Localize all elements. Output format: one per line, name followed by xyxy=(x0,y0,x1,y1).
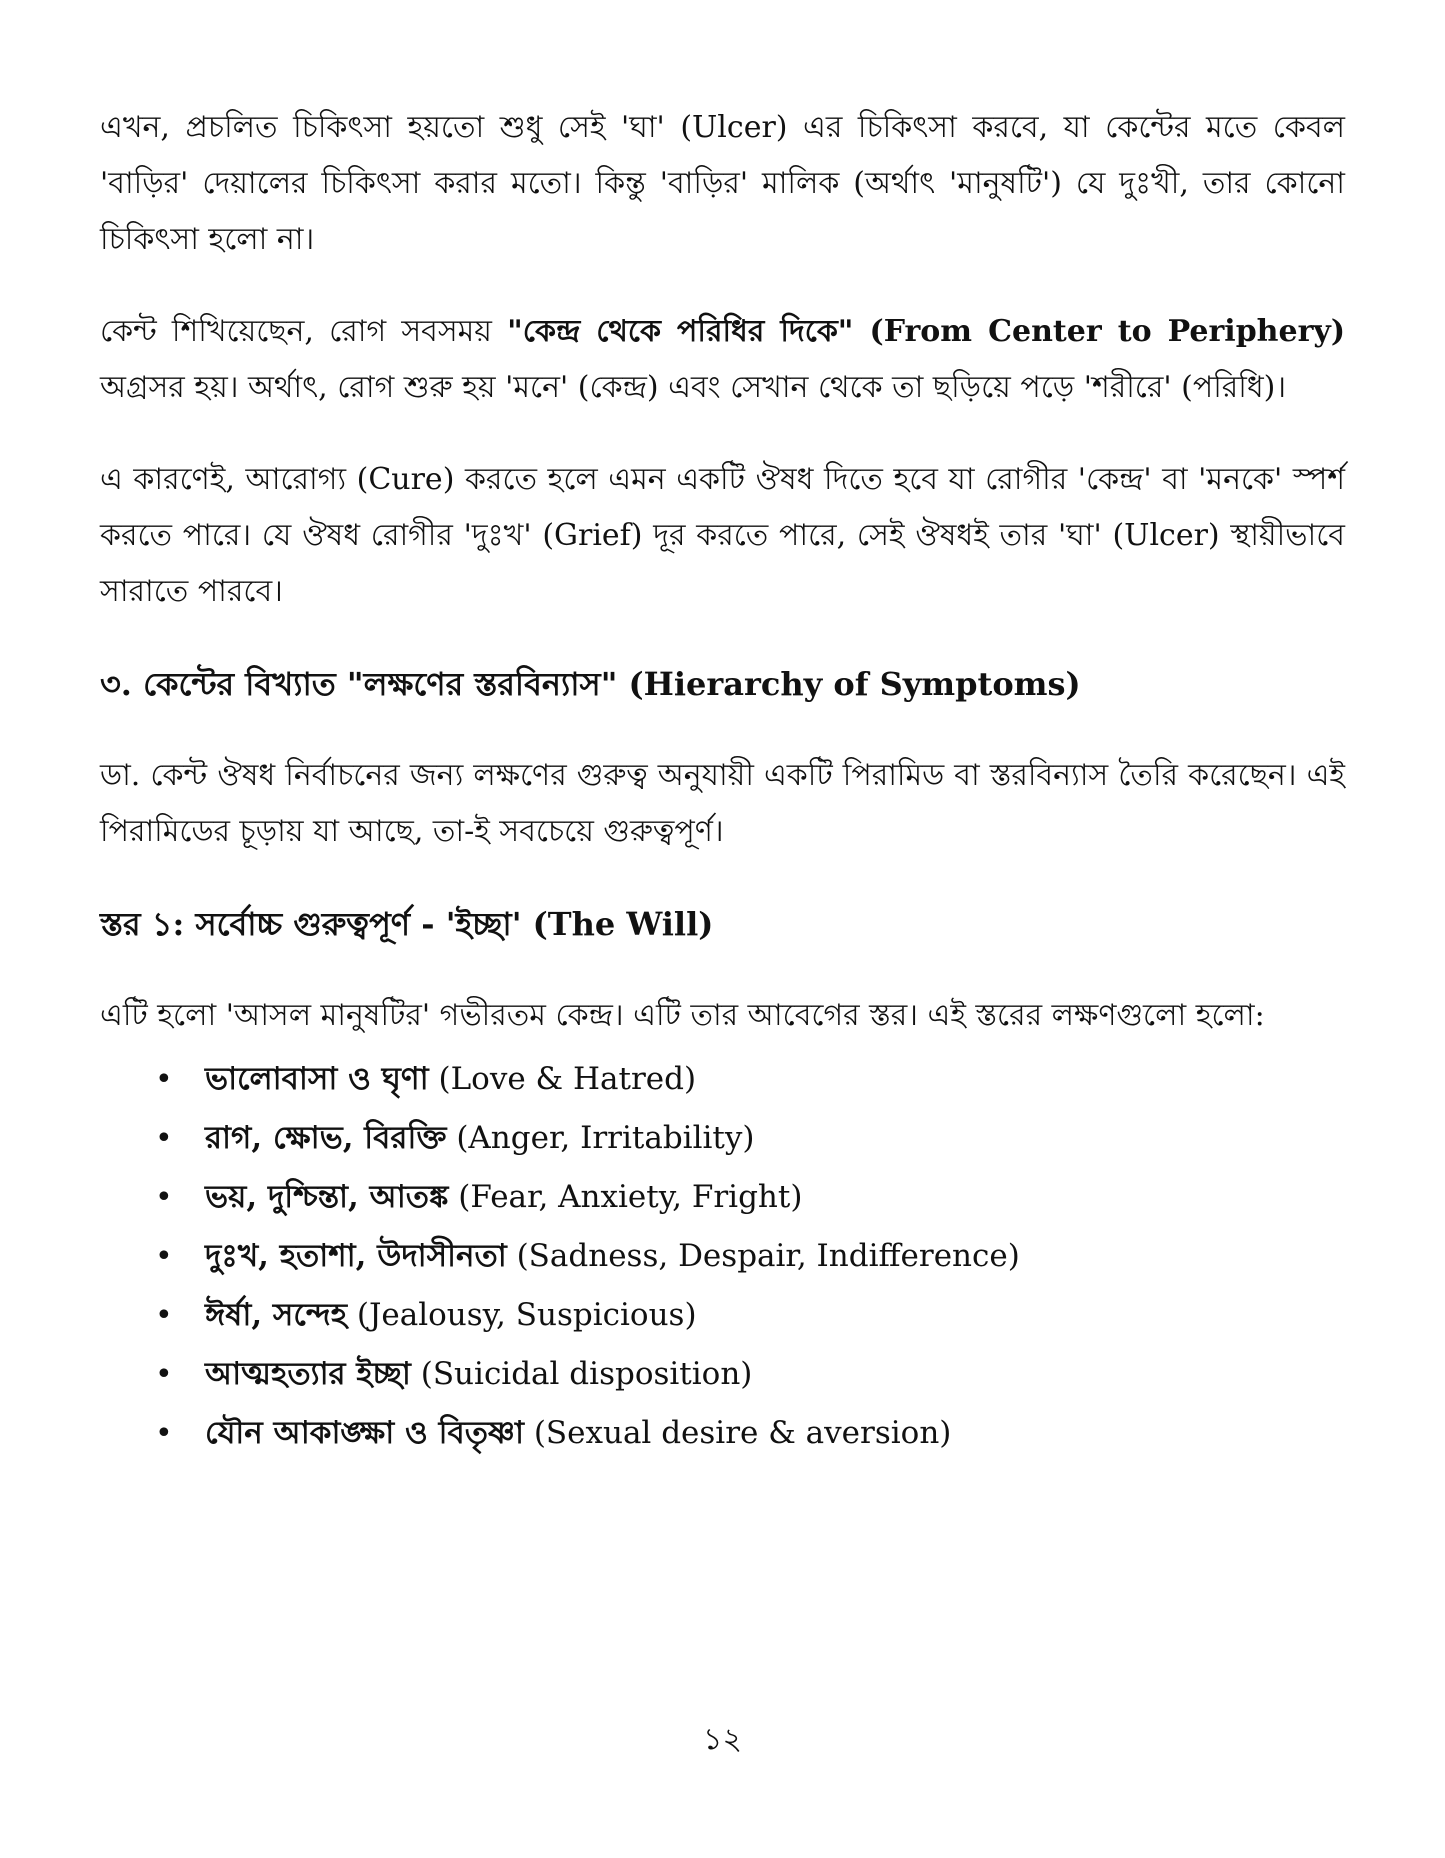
bold-phrase: "কেন্দ্র থেকে পরিধির দিকে" (From Center to Periphery) xyxy=(507,314,1346,349)
paragraph-conventional-treatment: এখন, প্রচলিত চিকিৎসা হয়তো শুধু সেই 'ঘা' (Ulcer) এর চিকিৎসা করবে, যা কেন্টের মতে কেবল 'বাড়ির' দেয়ালের চিকিৎসা করার মতো। কিন্তু 'বাড়ির' মালিক (অর্থাৎ 'মানুষটি') যে দুঃখী, তার কোনো চিকিৎসা হলো না। xyxy=(100,110,1345,257)
list-item xyxy=(155,1109,1345,1168)
list-item xyxy=(155,1404,1345,1463)
heading-english: (The Will) xyxy=(521,905,714,943)
symptom-bengali: ঈর্ষা, সন্দেহ xyxy=(205,1297,347,1333)
bullet-icon: • xyxy=(155,1121,173,1156)
paragraph-center-to-periphery xyxy=(100,304,1345,416)
document-page xyxy=(100,100,1345,1463)
symptom-bengali: আত্মহত্যার ইচ্ছা xyxy=(205,1356,411,1392)
page-number: ১২ xyxy=(703,1722,742,1757)
symptoms-list xyxy=(100,1050,1345,1463)
bullet-icon: • xyxy=(155,1180,173,1215)
bullet-icon: • xyxy=(155,1239,173,1274)
list-item xyxy=(155,1345,1345,1404)
level-1-heading xyxy=(100,896,1345,952)
heading-english: (Hierarchy of Symptoms) xyxy=(617,665,1081,703)
symptom-english: (Fear, Anxiety, Fright) xyxy=(448,1179,803,1215)
symptom-bengali: যৌন আকাঙ্ক্ষা ও বিতৃষ্ণা xyxy=(205,1415,524,1451)
list-item xyxy=(155,1227,1345,1286)
paragraph-text: অগ্রসর হয়। অর্থাৎ, রোগ শুরু হয় 'মনে' (কেন্দ্র) এবং সেখান থেকে তা ছড়িয়ে পড়ে 'শরীরে' (পরিধি)। xyxy=(100,370,1287,405)
symptom-bengali: দুঃখ, হতাশা, উদাসীনতা xyxy=(205,1238,507,1274)
paragraph-will-level: এটি হলো 'আসল মানুষটির' গভীরতম কেন্দ্র। এটি তার আবেগের স্তর। এই স্তরের লক্ষণগুলো হলো: xyxy=(100,998,1265,1033)
symptom-english: (Sadness, Despair, Indifference) xyxy=(506,1238,1020,1274)
symptom-english: (Jealousy, Suspicious) xyxy=(347,1297,697,1333)
heading-bengali: স্তর ১: সর্বোচ্চ গুরুত্বপূর্ণ - 'ইচ্ছা' xyxy=(100,905,522,943)
paragraph-cure: এ কারণেই, আরোগ্য (Cure) করতে হলে এমন একটি ঔষধ দিতে হবে যা রোগীর 'কেন্দ্র' বা 'মনকে' স্পর্শ করতে পারে। যে ঔষধ রোগীর 'দুঃখ' (Grief) দূর করতে পারে, সেই ঔষধই তার 'ঘা' (Ulcer) স্থায়ীভাবে সারাতে পারবে। xyxy=(100,462,1345,609)
list-item xyxy=(155,1286,1345,1345)
paragraph-pyramid: ডা. কেন্ট ঔষধ নির্বাচনের জন্য লক্ষণের গুরুত্ব অনুযায়ী একটি পিরামিড বা স্তরবিন্যাস তৈরি করেছেন। এই পিরামিডের চূড়ায় যা আছে, তা-ই সবচেয়ে গুরুত্বপূর্ণ। xyxy=(100,758,1345,849)
heading-bengali: ৩. কেন্টের বিখ্যাত "লক্ষণের স্তরবিন্যাস" xyxy=(100,665,618,703)
bullet-icon: • xyxy=(155,1416,173,1451)
symptom-bengali: রাগ, ক্ষোভ, বিরক্তি xyxy=(205,1120,447,1156)
symptom-bengali: ভয়, দুশ্চিন্তা, আতঙ্ক xyxy=(205,1179,449,1215)
bullet-icon: • xyxy=(155,1357,173,1392)
section-heading-hierarchy xyxy=(100,656,1345,712)
symptom-english: (Love & Hatred) xyxy=(428,1061,697,1097)
symptom-bengali: ভালোবাসা ও ঘৃণা xyxy=(205,1061,429,1097)
list-item xyxy=(155,1050,1345,1109)
symptom-english: (Sexual desire & aversion) xyxy=(523,1415,952,1451)
bullet-icon: • xyxy=(155,1062,173,1097)
symptom-english: (Suicidal disposition) xyxy=(410,1356,753,1392)
bullet-icon: • xyxy=(155,1298,173,1333)
list-item xyxy=(155,1168,1345,1227)
symptom-english: (Anger, Irritability) xyxy=(446,1120,755,1156)
paragraph-text: কেন্ট শিখিয়েছেন, রোগ সবসময় xyxy=(100,314,508,349)
